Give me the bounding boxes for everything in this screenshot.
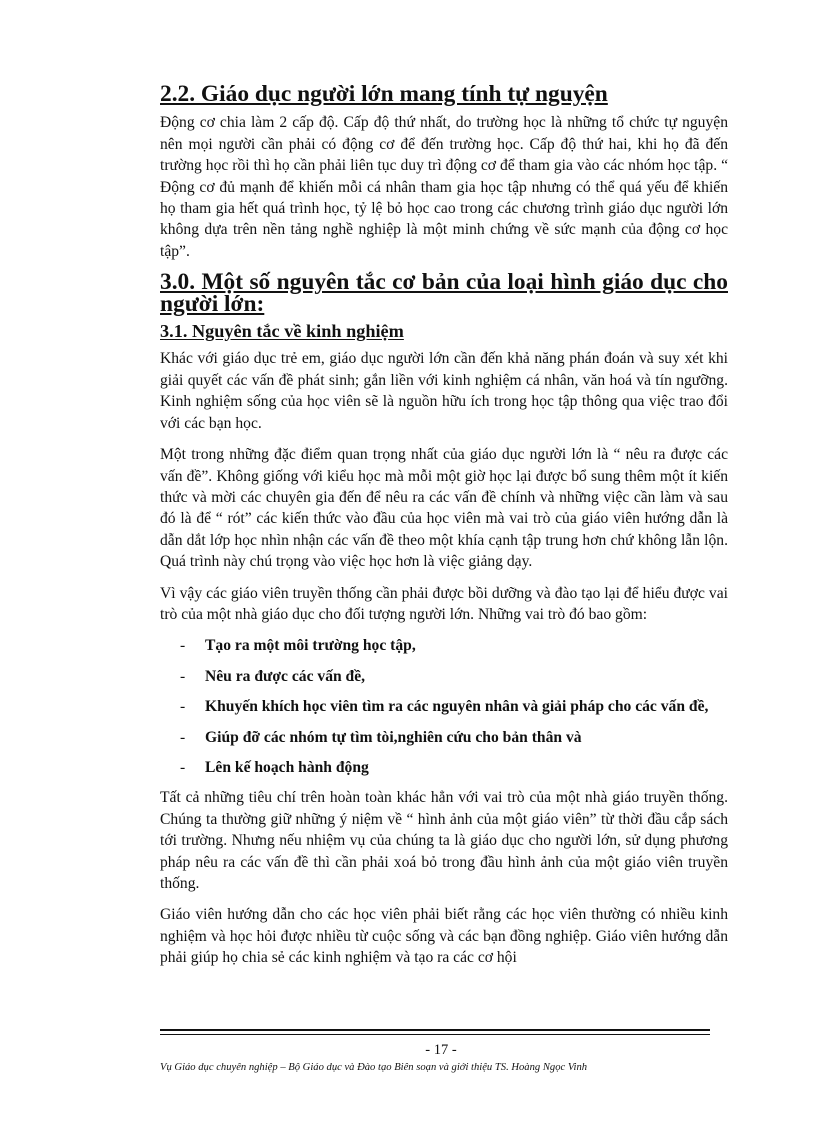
- section-heading-3-0: 3.0. Một số nguyên tắc cơ bản của loại hình giáo dục cho người lớn:: [160, 269, 728, 317]
- footer-credit: Vụ Giáo dục chuyên nghiệp – Bộ Giáo dục và Đào tạo Biên soạn và giới thiệu TS. Hoàng Ngọc Vinh: [160, 1062, 588, 1073]
- paragraph-experience: Khác với giáo dục trẻ em, giáo dục người lớn cần đến khả năng phán đoán và suy xét khi giải quyết các vấn đề phát sinh; gắn liền với kinh nghiệm cá nhân, văn hoá và tín ngưỡng. Kinh nghiệm sống của học viên sẽ là nguồn hữu ích trong học tập thông qua việc trao đổi với các bạn học.: [160, 350, 728, 432]
- list-item-text: Lên kế hoạch hành động: [205, 758, 369, 776]
- list-item: [160, 696, 728, 717]
- paragraph-facilitator: Giáo viên hướng dẫn cho các học viên phải biết rằng các học viên thường có nhiều kinh nghiệm và học hỏi được nhiều từ cuộc sống và các bạn đồng nghiệp. Giáo viên hướng dẫn phải giúp họ chia sẻ các kinh nghiệm và tạo ra các cơ hội: [160, 906, 728, 967]
- list-item: [160, 757, 728, 778]
- list-dash: -: [180, 667, 186, 685]
- paragraph-teacher-training: Vì vậy các giáo viên truyền thống cần phải được bồi dưỡng và đào tạo lại để hiểu được vai trò của một nhà giáo dục cho đối tượng người lớn. Những vai trò đó bao gồm:: [160, 584, 728, 623]
- paragraph-traditional-teacher: Tất cả những tiêu chí trên hoàn toàn khác hẳn với vai trò của một nhà giáo truyền thống. Chúng ta thường giữ những ý niệm về “ hình ảnh của một giáo viên” từ thời đầu cắp sách tới trường. Nhưng nếu nhiệm vụ của chúng ta là giáo dục cho người lớn, sử dụng phương pháp nêu ra các vấn đề thì cần phải xoá bỏ trong đầu hình ảnh của một giáo viên truyền thống.: [160, 789, 728, 892]
- list-item: [160, 635, 728, 656]
- list-item-text: Nêu ra được các vấn đề,: [205, 667, 366, 685]
- list-dash: -: [180, 698, 186, 716]
- section-heading-2-2: 2.2. Giáo dục người lớn mang tính tự nguyện: [160, 81, 608, 107]
- list-item: [160, 727, 728, 748]
- list-item-text: Tạo ra một môi trường học tập,: [205, 637, 416, 655]
- section-heading-3-1: 3.1. Nguyên tắc về kinh nghiệm: [160, 321, 404, 342]
- list-item: [160, 666, 728, 687]
- list-dash: -: [180, 637, 186, 655]
- list-item-text: Giúp đỡ các nhóm tự tìm tòi,nghiên cứu cho bản thân và: [205, 728, 582, 746]
- list-dash: -: [180, 728, 186, 746]
- paragraph-motivation: Động cơ chia làm 2 cấp độ. Cấp độ thứ nhất, do trường học là những tổ chức tự nguyện nên mọi người cần phải có động cơ để đến trường học. Cấp độ thứ hai, khi họ đã đến trường học rồi thì họ cần phải liên tục duy trì động cơ để tham gia vào các nhóm học tập. “ Động cơ đủ mạnh để khiến mỗi cá nhân tham gia học tập nhưng có thể quá yếu để khiến họ tham gia hết quá trình học, tỷ lệ bỏ học cao trong các chương trình giáo dục người lớn không dựa trên nền tảng nghề nghiệp là một minh chứng về sức mạnh của động cơ học tập”.: [160, 114, 728, 260]
- roles-list: [160, 635, 728, 778]
- footer-divider: [160, 1029, 710, 1035]
- document-page: [160, 81, 728, 979]
- list-dash: -: [180, 758, 186, 776]
- paragraph-problem-posing: Một trong những đặc điểm quan trọng nhất của giáo dục người lớn là “ nêu ra được các vấn đề”. Không giống với kiểu học mà mỗi một giờ học lại được bổ sung thêm một ít kiến thức và mời các chuyên gia đến để nêu ra các vấn đề chính và những việc cần làm và sau đó là để “ rót” các kiến thức vào đầu của học viên mà vai trò của giáo viên hướng dẫn là dẫn dắt lớp học nhìn nhận các vấn đề theo một khía cạnh tập trung hơn chứ không lẫn lộn. Quá trình này chú trọng vào việc học hơn là việc giảng dạy.: [160, 446, 728, 571]
- page-number: - 17 -: [425, 1042, 457, 1058]
- list-item-text: Khuyến khích học viên tìm ra các nguyên nhân và giải pháp cho các vấn đề,: [205, 698, 709, 716]
